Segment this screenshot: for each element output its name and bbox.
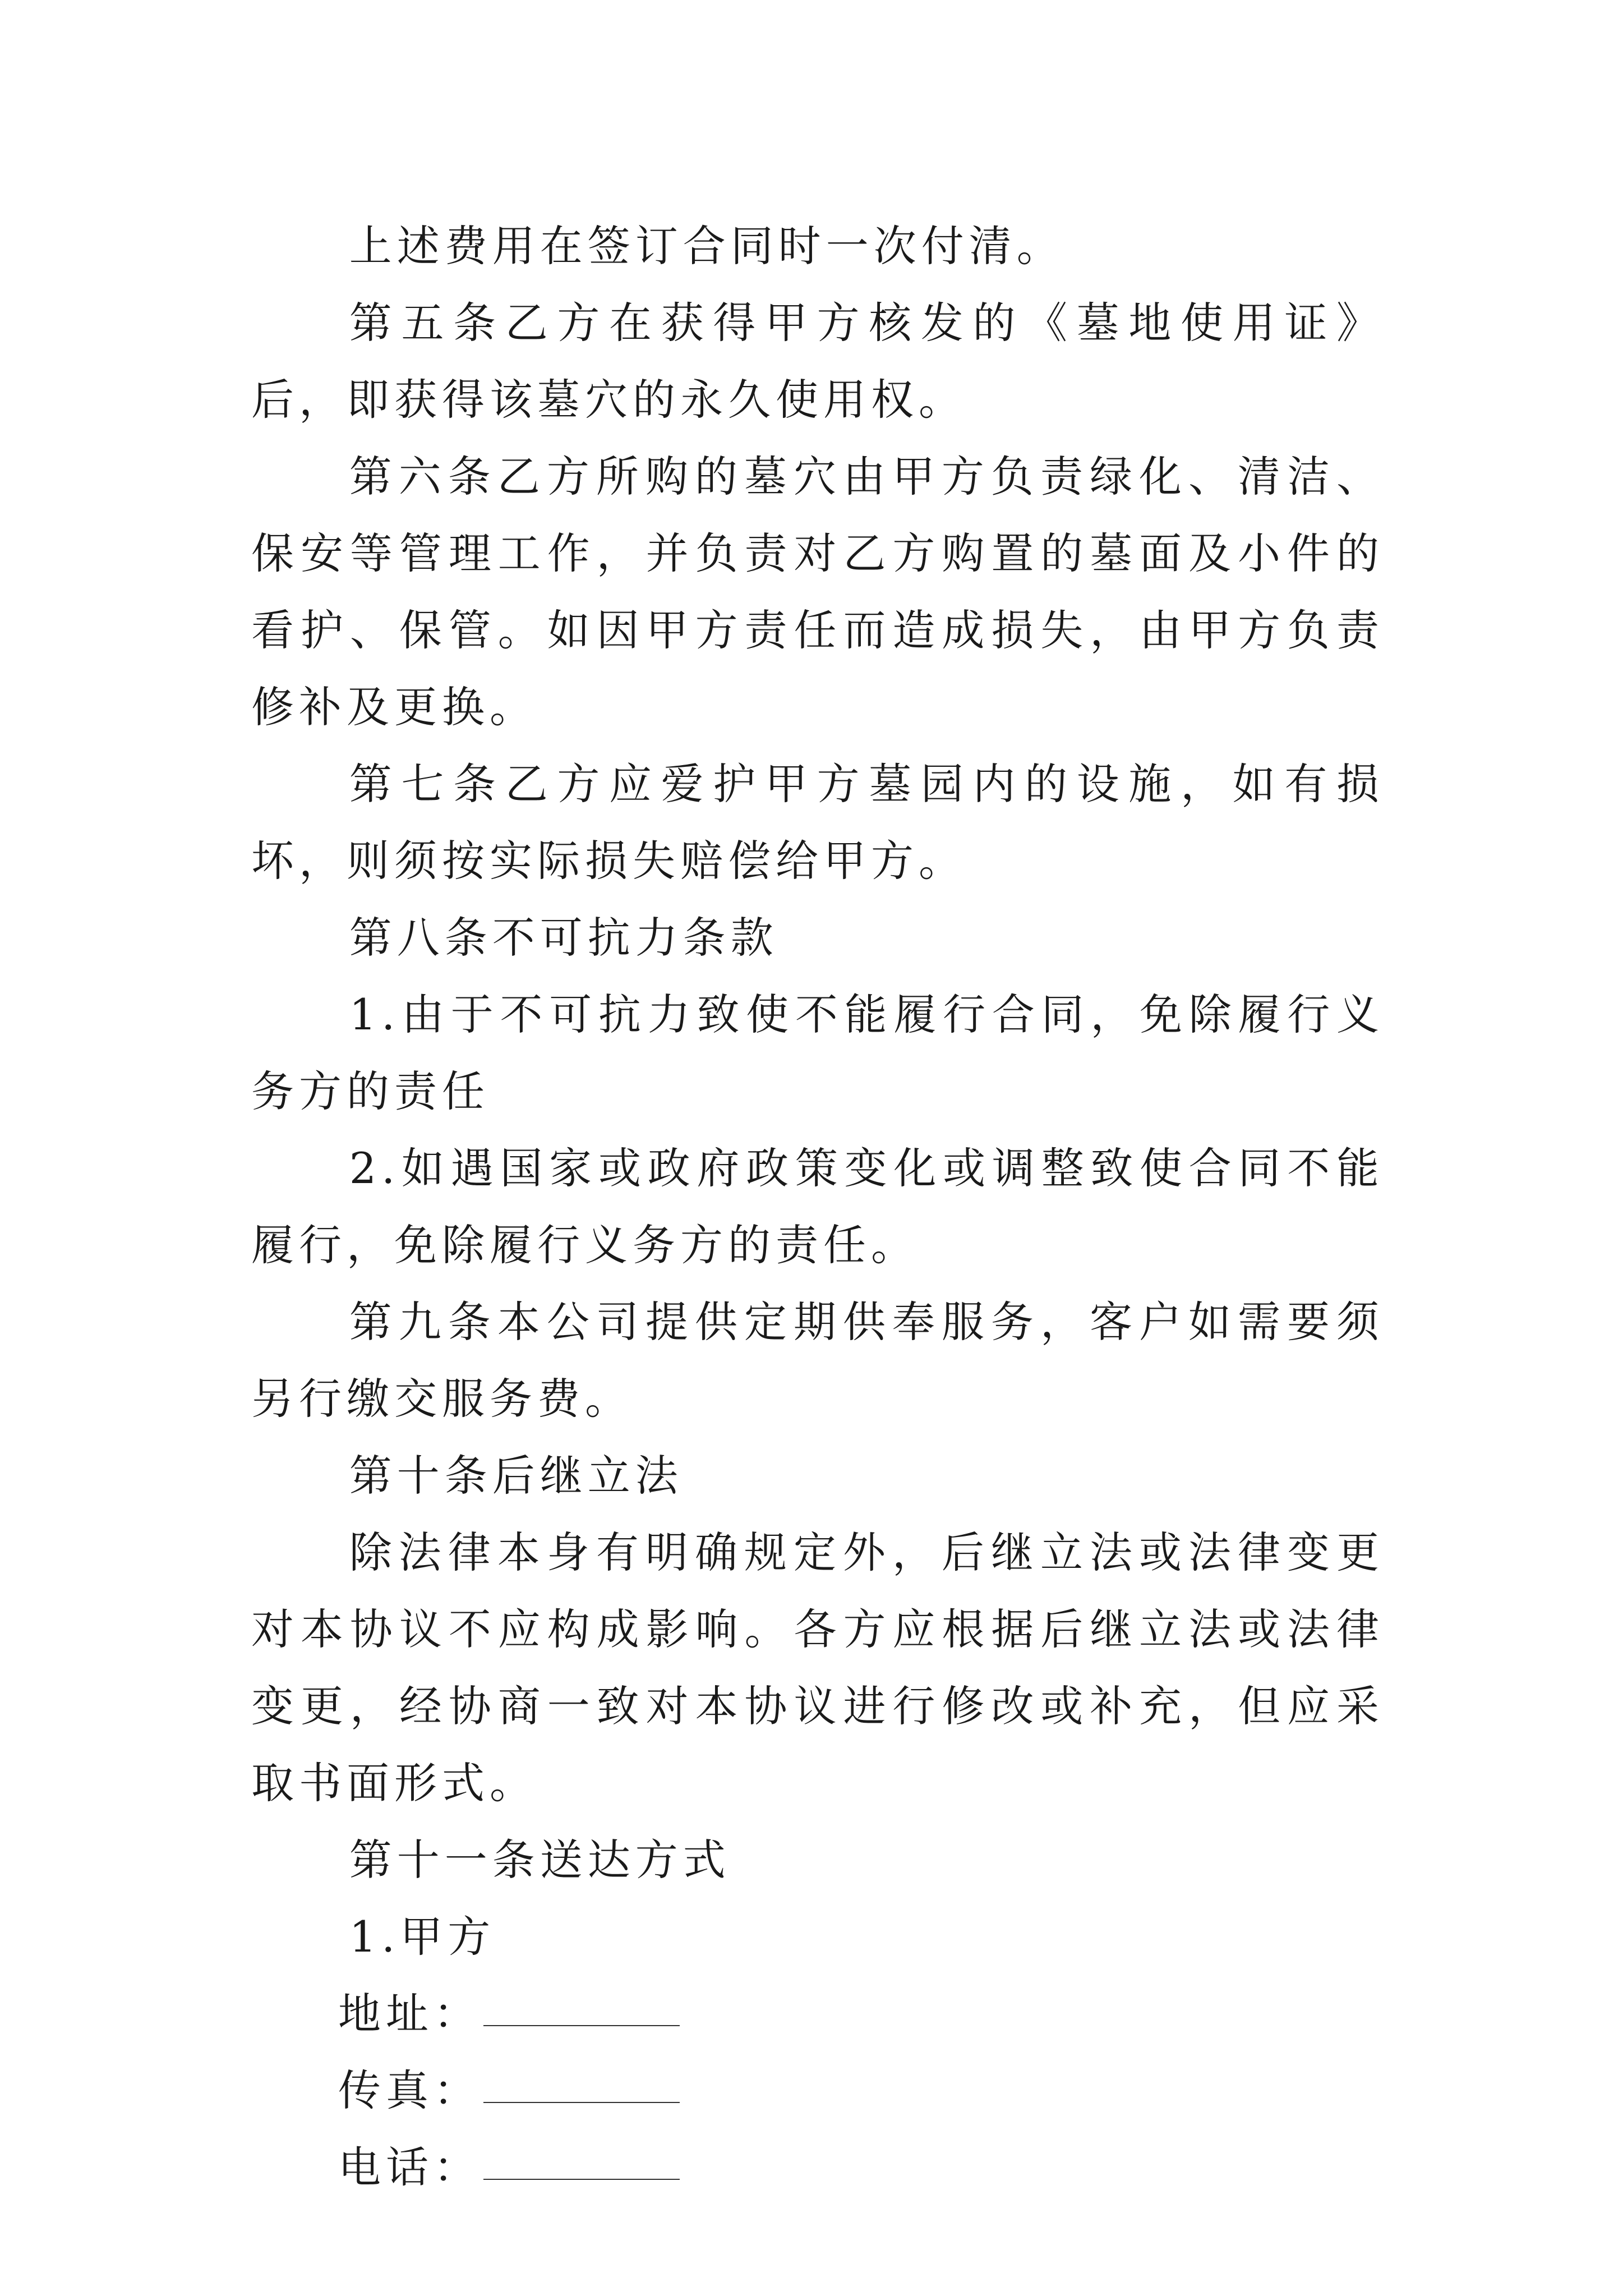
field-label-fax: 传真： bbox=[338, 2065, 481, 2115]
document-body bbox=[251, 208, 1384, 2206]
paragraph-article-5: 第五条乙方在获得甲方核发的《墓地使用证》后，即获得该墓穴的永久使用权。 bbox=[251, 298, 1384, 425]
heading-article-11: 第十一条送达方式 bbox=[349, 1835, 731, 1885]
paragraph-payment: 上述费用在签订合同时一次付清。 bbox=[349, 221, 1064, 271]
paragraph-article-7: 第七条乙方应爱护甲方墓园内的设施，如有损坏，则须按实际损失赔偿给甲方。 bbox=[251, 759, 1384, 886]
heading-article-8: 第八条不可抗力条款 bbox=[349, 913, 778, 963]
paragraph-article-8-item-2: 2.如遇国家或政府政策变化或调整致使合同不能履行，免除履行义务方的责任。 bbox=[251, 1143, 1384, 1270]
field-phone bbox=[251, 2129, 1384, 2206]
heading-article-10: 第十条后继立法 bbox=[349, 1451, 683, 1501]
field-label-address: 地址： bbox=[338, 1989, 481, 2039]
paragraph-article-6: 第六条乙方所购的墓穴由甲方负责绿化、清洁、保安等管理工作，并负责对乙方购置的墓面及小件的看护、保管。如因甲方责任而造成损失，由甲方负责修补及更换。 bbox=[251, 452, 1384, 732]
phone-blank-line[interactable] bbox=[483, 2145, 680, 2180]
paragraph-article-10-body: 除法律本身有明确规定外，后继立法或法律变更对本协议不应构成影响。各方应根据后继立法或法律变更，经协商一致对本协议进行修改或补充，但应采取书面形式。 bbox=[251, 1527, 1384, 1808]
field-address bbox=[251, 1975, 1384, 2052]
fax-blank-line[interactable] bbox=[483, 2068, 680, 2103]
paragraph-party-a: 1.甲方 bbox=[349, 1912, 496, 1962]
paragraph-article-8-item-1: 1.由于不可抗力致使不能履行合同，免除履行义务方的责任 bbox=[251, 990, 1384, 1116]
field-label-phone: 电话： bbox=[338, 2142, 481, 2192]
paragraph-article-9: 第九条本公司提供定期供奉服务，客户如需要须另行缴交服务费。 bbox=[251, 1297, 1384, 1424]
address-blank-line[interactable] bbox=[483, 1991, 680, 2026]
field-fax bbox=[251, 2052, 1384, 2129]
